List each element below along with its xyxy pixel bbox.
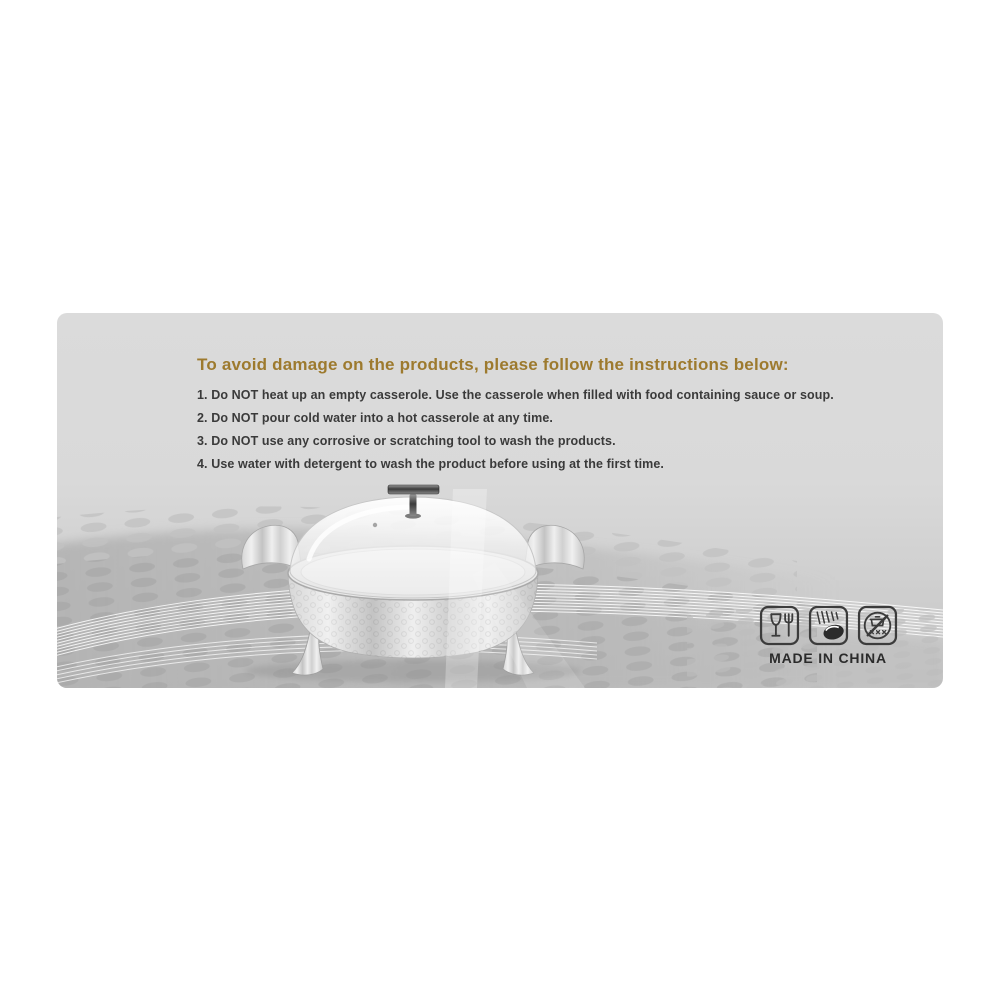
packaging-back-panel (57, 313, 943, 688)
instruction-item-1: 1. Do NOT heat up an empty casserole. Use the casserole when filled with food containing sauce or soup. (197, 388, 834, 402)
instructions-heading: To avoid damage on the products, please follow the instructions below: (197, 355, 789, 374)
instruction-item-2: 2. Do NOT pour cold water into a hot casserole at any time. (197, 411, 553, 425)
instruction-item-4: 4. Use water with detergent to wash the product before using at the first time. (197, 457, 664, 471)
made-in-china-label: MADE IN CHINA (769, 650, 887, 666)
food-safe-icon (759, 605, 800, 646)
certification-icon-row (755, 605, 901, 646)
instructions-list (197, 384, 877, 476)
dishwasher-safe-icon (808, 605, 849, 646)
instructions-block (57, 313, 943, 688)
no-open-flame-icon (857, 605, 898, 646)
instruction-item-3: 3. Do NOT use any corrosive or scratching tool to wash the products. (197, 434, 616, 448)
certification-block (755, 605, 901, 666)
